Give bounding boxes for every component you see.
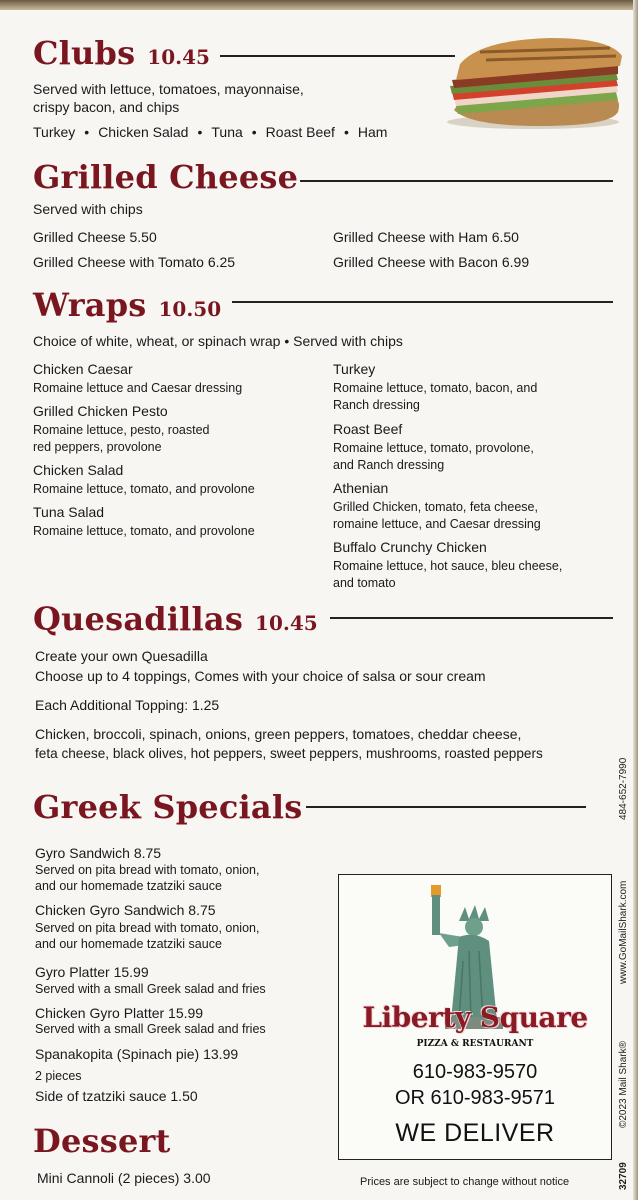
side-copyright: ©2023 Mail Shark® (618, 1041, 629, 1128)
section-price: 10.45 (147, 45, 210, 69)
wrap-name: Chicken Salad (33, 462, 124, 478)
paper-top-edge (0, 0, 638, 10)
club-option: Chicken Salad (98, 124, 189, 140)
section-title: Grilled Cheese (33, 158, 299, 196)
clubs-description: crispy bacon, and chips (33, 99, 180, 115)
wrap-name: Turkey (333, 361, 376, 377)
we-deliver-label: WE DELIVER (395, 1119, 555, 1147)
section-title: Wraps (33, 286, 147, 324)
sandwich-photo (440, 34, 626, 130)
wrap-description: Grilled Chicken, tomato, feta cheese, (333, 500, 538, 514)
greek-item: Chicken Gyro Sandwich 8.75 (35, 902, 216, 918)
greek-item: Chicken Gyro Platter 15.99 (35, 1005, 204, 1021)
side-code: 32709 (618, 1162, 629, 1190)
grilled-cheese-header (33, 158, 298, 196)
greek-item: Spanakopita (Spinach pie) 13.99 (35, 1046, 239, 1062)
greek-item-description: Served on pita bread with tomato, onion, (35, 863, 260, 877)
wrap-description: Ranch dressing (333, 398, 420, 412)
section-title: Clubs (33, 34, 136, 72)
bullet-separator: • (343, 124, 349, 140)
bullet-separator: • (84, 124, 90, 140)
section-rule (300, 180, 613, 182)
wrap-description: Romaine lettuce, tomato, and provolone (33, 482, 255, 496)
menu-item: Grilled Cheese with Ham 6.50 (333, 229, 519, 245)
wrap-name: Buffalo Crunchy Chicken (333, 539, 487, 555)
quesadillas-toppings: Chicken, broccoli, spinach, onions, green peppers, tomatoes, cheddar cheese, (35, 726, 522, 742)
dessert-item: Mini Cannoli (2 pieces) 3.00 (37, 1170, 211, 1186)
bullet-separator: • (197, 124, 203, 140)
logo-subtitle: PIZZA & RESTAURANT (416, 1039, 534, 1049)
greek-item: Gyro Platter 15.99 (35, 964, 149, 980)
wrap-description: romaine lettuce, and Caesar dressing (333, 517, 541, 531)
wrap-name: Athenian (333, 480, 389, 496)
clubs-header (33, 34, 210, 72)
phone-number: OR 610-983-9571 (394, 1087, 556, 1109)
quesadillas-toppings: feta cheese, black olives, hot peppers, sweet peppers, mushrooms, roasted peppers (35, 746, 543, 761)
greek-item-description: Served with a small Greek salad and fries (35, 982, 266, 996)
club-option: Tuna (211, 124, 243, 140)
wrap-description: Romaine lettuce and Caesar dressing (33, 381, 243, 395)
wraps-description: Choice of white, wheat, or spinach wrap • Served with chips (33, 333, 403, 349)
clubs-options (33, 124, 387, 140)
menu-item: Grilled Cheese 5.50 (33, 229, 157, 245)
restaurant-info-box (338, 874, 612, 1160)
wrap-description: Romaine lettuce, tomato, bacon, and (333, 381, 538, 395)
menu-item: Grilled Cheese with Bacon 6.99 (333, 254, 530, 270)
greek-item-description: and our homemade tzatziki sauce (35, 937, 222, 951)
bullet-separator: • (251, 124, 257, 140)
wrap-name: Tuna Salad (33, 504, 105, 520)
side-website: www.GoMailShark.com (618, 880, 629, 984)
wrap-description: Romaine lettuce, hot sauce, bleu cheese, (333, 559, 563, 573)
wrap-description: and tomato (333, 576, 396, 590)
wrap-description: red peppers, provolone (33, 440, 162, 454)
paper-right-edge (633, 0, 638, 1200)
greek-item-description: and our homemade tzatziki sauce (35, 879, 222, 893)
greek-specials-header (33, 788, 302, 826)
greek-item-description: Served with a small Greek salad and fries (35, 1022, 266, 1036)
quesadillas-text: Each Additional Topping: 1.25 (35, 697, 220, 713)
wrap-description: Romaine lettuce, pesto, roasted (33, 423, 210, 437)
section-rule (232, 301, 613, 303)
logo-name: Liberty Square (362, 1001, 588, 1034)
club-option: Ham (357, 124, 388, 140)
section-rule (330, 617, 613, 619)
wraps-header (33, 286, 221, 324)
greek-item: Side of tzatziki sauce 1.50 (35, 1088, 198, 1104)
grilled-cheese-description: Served with chips (33, 201, 143, 217)
phone-number: 610-983-9570 (412, 1061, 538, 1083)
greek-item: Gyro Sandwich 8.75 (35, 845, 162, 861)
wrap-name: Chicken Caesar (33, 361, 133, 377)
section-rule (306, 806, 586, 808)
wrap-name: Roast Beef (333, 421, 403, 437)
club-option: Turkey (33, 124, 76, 140)
section-title: Dessert (33, 1122, 171, 1160)
section-price: 10.50 (158, 297, 222, 321)
menu-item: Grilled Cheese with Tomato 6.25 (33, 254, 236, 270)
greek-item-description: 2 pieces (35, 1069, 82, 1083)
greek-item-description: Served on pita bread with tomato, onion, (35, 921, 260, 935)
clubs-description: Served with lettuce, tomatoes, mayonnaise, (33, 81, 304, 97)
section-price: 10.45 (255, 611, 318, 635)
quesadillas-header (33, 600, 318, 638)
wrap-description: and Ranch dressing (333, 458, 445, 472)
wrap-description: Romaine lettuce, tomato, provolone, (333, 441, 534, 455)
dessert-header (33, 1122, 171, 1160)
section-title: Quesadillas (33, 600, 244, 638)
section-rule (220, 55, 455, 57)
club-option: Roast Beef (265, 124, 335, 140)
wrap-name: Grilled Chicken Pesto (33, 403, 168, 419)
wrap-description: Romaine lettuce, tomato, and provolone (33, 524, 255, 538)
quesadillas-text: Create your own Quesadilla (35, 648, 208, 664)
price-disclaimer: Prices are subject to change without notice (360, 1176, 570, 1188)
quesadillas-text: Choose up to 4 toppings, Comes with your choice of salsa or sour cream (35, 668, 486, 684)
side-phone: 484-652-7990 (618, 757, 629, 820)
section-title: Greek Specials (33, 788, 303, 826)
